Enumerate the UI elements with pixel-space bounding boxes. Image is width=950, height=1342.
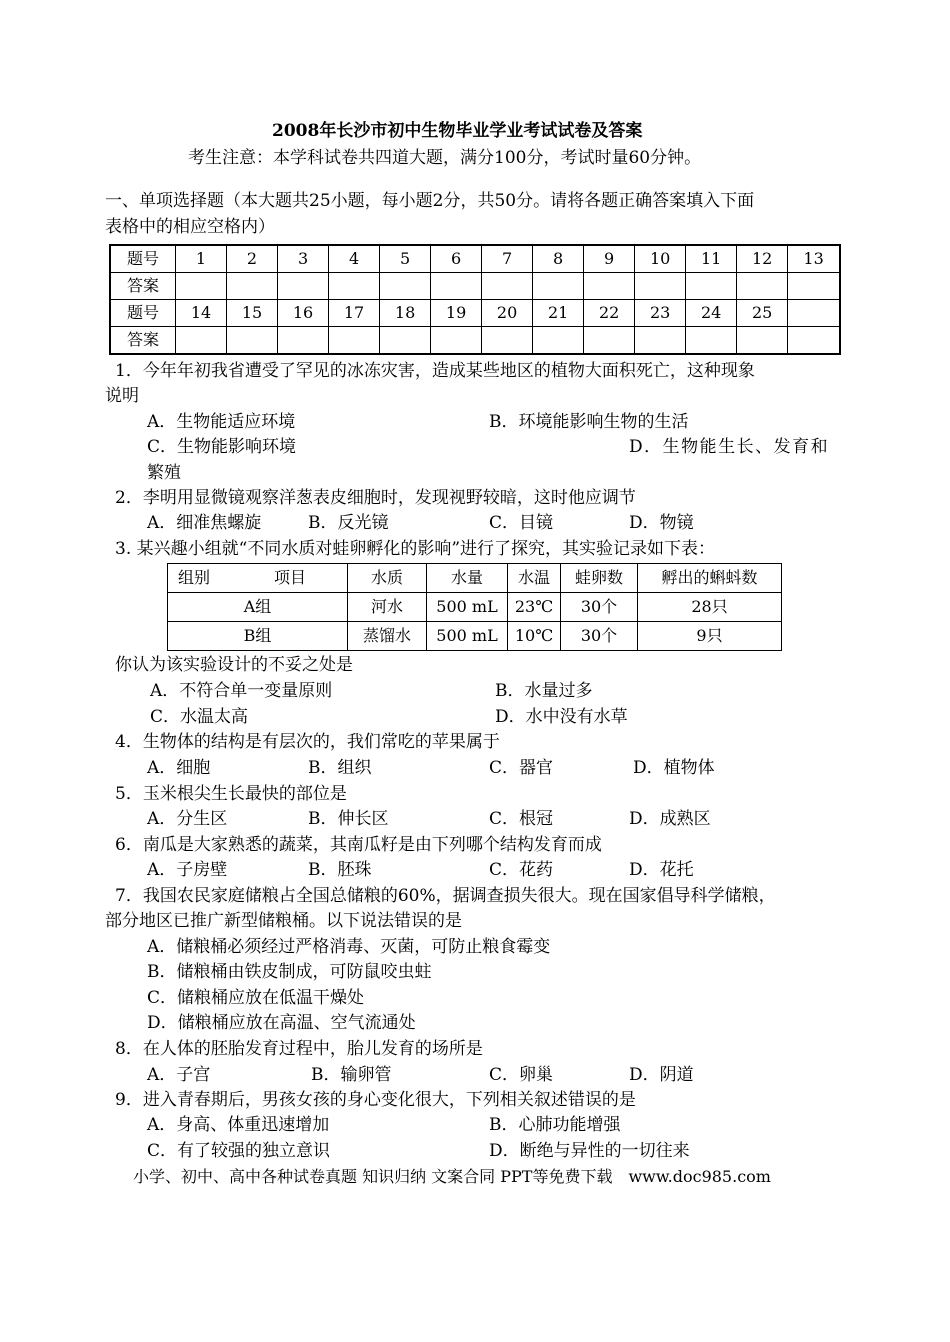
option-q4-d[interactable]: D．植物体: [633, 758, 715, 778]
experiment-row-a: [168, 593, 782, 622]
question-number-cell: 23: [635, 300, 686, 327]
answer-cell[interactable]: [635, 273, 686, 300]
option-q8-a[interactable]: A．子宫: [147, 1065, 211, 1085]
question-number-cell: 22: [584, 300, 635, 327]
answer-cell[interactable]: [227, 273, 278, 300]
answer-cell[interactable]: [737, 273, 788, 300]
cell: 蒸馏水: [348, 622, 427, 651]
option-q7-b[interactable]: B．储粮桶由铁皮制成，可防鼠咬虫蛀: [147, 962, 432, 982]
cell: 500 mL: [427, 622, 508, 651]
question-number-cell: 6: [431, 245, 482, 273]
question-number-cell: 18: [380, 300, 431, 327]
header-cell: 水量: [427, 564, 508, 593]
answer-cell[interactable]: [737, 327, 788, 355]
option-q7-c[interactable]: C．储粮桶应放在低温干燥处: [147, 988, 365, 1008]
question-number-cell: 17: [329, 300, 380, 327]
option-q7-a[interactable]: A．储粮桶必须经过严格消毒、灭菌，可防止粮食霉变: [147, 937, 551, 957]
row-label: 答案: [110, 327, 176, 355]
option-q2-a[interactable]: A．细准焦螺旋: [147, 513, 262, 533]
cell: 30个: [561, 593, 638, 622]
answer-cell[interactable]: [278, 327, 329, 355]
question-number-cell: 7: [482, 245, 533, 273]
option-q2-d[interactable]: D．物镜: [629, 513, 694, 533]
cell: 30个: [561, 622, 638, 651]
question-number-cell: 13: [788, 245, 840, 273]
answer-cell[interactable]: [482, 327, 533, 355]
cell: 10℃: [508, 622, 561, 651]
question-number-cell: 2: [227, 245, 278, 273]
question-9: 9．进入青春期后，男孩女孩的身心变化很大，下列相关叙述错误的是: [115, 1090, 636, 1110]
option-q8-d[interactable]: D．阴道: [629, 1065, 694, 1085]
option-q5-b[interactable]: B．伸长区: [308, 809, 389, 829]
option-q3-d[interactable]: D．水中没有水草: [495, 707, 628, 727]
answer-cell[interactable]: [788, 273, 840, 300]
option-q6-b[interactable]: B．胚珠: [308, 860, 372, 880]
answer-cell[interactable]: [329, 327, 380, 355]
cell: B组: [168, 622, 348, 651]
option-q1-d-continued: 繁殖: [147, 463, 181, 483]
answer-cell[interactable]: [533, 327, 584, 355]
question-3: 3. 某兴趣小组就“不同水质对蛙卵孵化的影响”进行了探究，其实验记录如下表：: [115, 539, 716, 559]
answer-table-answer-row-1: [110, 273, 840, 300]
option-q9-d[interactable]: D．断绝与异性的一切往来: [489, 1141, 690, 1161]
question-6: 6．南瓜是大家熟悉的蔬菜，其南瓜籽是由下列哪个结构发育而成: [115, 835, 602, 855]
question-number-cell: 16: [278, 300, 329, 327]
option-q4-c[interactable]: C．器官: [489, 758, 554, 778]
row-label: 答案: [110, 273, 176, 300]
question-number-cell: 9: [584, 245, 635, 273]
answer-cell[interactable]: [686, 327, 737, 355]
option-q9-a[interactable]: A．身高、体重迅速增加: [147, 1115, 330, 1135]
header-cell: 孵出的蝌蚪数: [638, 564, 782, 593]
answer-cell[interactable]: [686, 273, 737, 300]
cell: A组: [168, 593, 348, 622]
answer-cell[interactable]: [482, 273, 533, 300]
question-number-cell: 24: [686, 300, 737, 327]
footer-promo: 小学、初中、高中各种试卷真题 知识归纳 文案合同 PPT等免费下载 www.doc985.com: [133, 1167, 771, 1186]
option-q8-c[interactable]: C．卵巢: [489, 1065, 554, 1085]
question-number-cell: 25: [737, 300, 788, 327]
option-q2-c[interactable]: C．目镜: [489, 513, 554, 533]
option-q6-c[interactable]: C．花药: [489, 860, 554, 880]
option-q1-a[interactable]: A．生物能适应环境: [147, 412, 296, 432]
question-number-cell: [788, 300, 840, 327]
option-q4-a[interactable]: A．细胞: [147, 758, 211, 778]
answer-cell[interactable]: [380, 327, 431, 355]
option-q3-a[interactable]: A．不符合单一变量原则: [150, 681, 333, 701]
answer-cell[interactable]: [278, 273, 329, 300]
header-cell: 组别 项目: [168, 564, 348, 593]
cell: 500 mL: [427, 593, 508, 622]
answer-cell[interactable]: [431, 273, 482, 300]
option-q9-c[interactable]: C．有了较强的独立意识: [147, 1141, 331, 1161]
question-number-cell: 5: [380, 245, 431, 273]
answer-cell[interactable]: [329, 273, 380, 300]
option-q1-b[interactable]: B．环境能影响生物的生活: [489, 412, 689, 432]
cell: 28只: [638, 593, 782, 622]
question-5: 5．玉米根尖生长最快的部位是: [115, 784, 347, 804]
cell: 河水: [348, 593, 427, 622]
answer-table-number-row-2: [110, 300, 840, 327]
answer-cell[interactable]: [788, 327, 840, 355]
exam-notice: 考生注意：本学科试卷共四道大题，满分100分，考试时量60分钟。: [188, 148, 702, 168]
question-number-cell: 19: [431, 300, 482, 327]
answer-cell[interactable]: [533, 273, 584, 300]
option-q2-b[interactable]: B．反光镜: [308, 513, 389, 533]
answer-cell[interactable]: [431, 327, 482, 355]
answer-cell[interactable]: [584, 273, 635, 300]
question-3-follow: 你认为该实验设计的不妥之处是: [115, 655, 353, 675]
option-q5-c[interactable]: C．根冠: [489, 809, 554, 829]
page-title: 2008年长沙市初中生物毕业学业考试试卷及答案: [272, 121, 643, 141]
question-1-line1: 1．今年年初我省遭受了罕见的冰冻灾害，造成某些地区的植物大面积死亡，这种现象: [115, 361, 755, 381]
question-number-cell: 1: [176, 245, 227, 273]
header-cell: 蛙卵数: [561, 564, 638, 593]
question-8: 8．在人体的胚胎发育过程中，胎儿发育的场所是: [115, 1039, 483, 1059]
experiment-table: [167, 563, 782, 651]
question-1-line2: 说明: [105, 386, 139, 406]
answer-table: [109, 244, 841, 355]
experiment-row-b: [168, 622, 782, 651]
experiment-table-header: [168, 564, 782, 593]
question-number-cell: 11: [686, 245, 737, 273]
row-label: 题号: [110, 245, 176, 273]
question-7-line2: 部分地区已推广新型储粮桶。以下说法错误的是: [105, 911, 462, 931]
section1-heading-line1: 一、单项选择题（本大题共25小题，每小题2分，共50分。请将各题正确答案填入下面: [105, 191, 755, 211]
option-q3-c[interactable]: C．水温太高: [150, 707, 249, 727]
option-q4-b[interactable]: B．组织: [308, 758, 372, 778]
question-number-cell: 20: [482, 300, 533, 327]
header-cell: 水质: [348, 564, 427, 593]
answer-cell[interactable]: [635, 327, 686, 355]
question-number-cell: 14: [176, 300, 227, 327]
question-number-cell: 10: [635, 245, 686, 273]
question-number-cell: 21: [533, 300, 584, 327]
option-q5-d[interactable]: D．成熟区: [629, 809, 711, 829]
question-number-cell: 4: [329, 245, 380, 273]
answer-cell[interactable]: [584, 327, 635, 355]
option-q3-b[interactable]: B．水量过多: [495, 681, 593, 701]
cell: 23℃: [508, 593, 561, 622]
option-q1-c[interactable]: C．生物能影响环境: [147, 437, 297, 457]
question-7-line1: 7．我国农民家庭储粮占全国总储粮的60%，据调查损失很大。现在国家倡导科学储粮，: [115, 886, 776, 906]
question-number-cell: 12: [737, 245, 788, 273]
answer-cell[interactable]: [380, 273, 431, 300]
option-q5-a[interactable]: A．分生区: [147, 809, 228, 829]
header-cell: 水温: [508, 564, 561, 593]
answer-table-number-row-1: [110, 245, 840, 273]
answer-cell[interactable]: [227, 327, 278, 355]
option-q6-d[interactable]: D．花托: [629, 860, 694, 880]
option-q7-d[interactable]: D．储粮桶应放在高温、空气流通处: [147, 1013, 416, 1033]
cell: 9只: [638, 622, 782, 651]
question-number-cell: 15: [227, 300, 278, 327]
row-label: 题号: [110, 300, 176, 327]
answer-cell[interactable]: [176, 273, 227, 300]
option-q9-b[interactable]: B．心肺功能增强: [489, 1115, 621, 1135]
option-q6-a[interactable]: A．子房壁: [147, 860, 228, 880]
question-2: 2．李明用显微镜观察洋葱表皮细胞时，发现视野较暗，这时他应调节: [115, 488, 636, 508]
option-q8-b[interactable]: B．输卵管: [311, 1065, 392, 1085]
option-q1-d[interactable]: D．生物能生长、发育和: [629, 437, 830, 457]
answer-cell[interactable]: [176, 327, 227, 355]
question-4: 4．生物体的结构是有层次的，我们常吃的苹果属于: [115, 732, 500, 752]
question-number-cell: 3: [278, 245, 329, 273]
answer-table-answer-row-2: [110, 327, 840, 355]
section1-heading-line2: 表格中的相应空格内）: [105, 217, 275, 237]
question-number-cell: 8: [533, 245, 584, 273]
